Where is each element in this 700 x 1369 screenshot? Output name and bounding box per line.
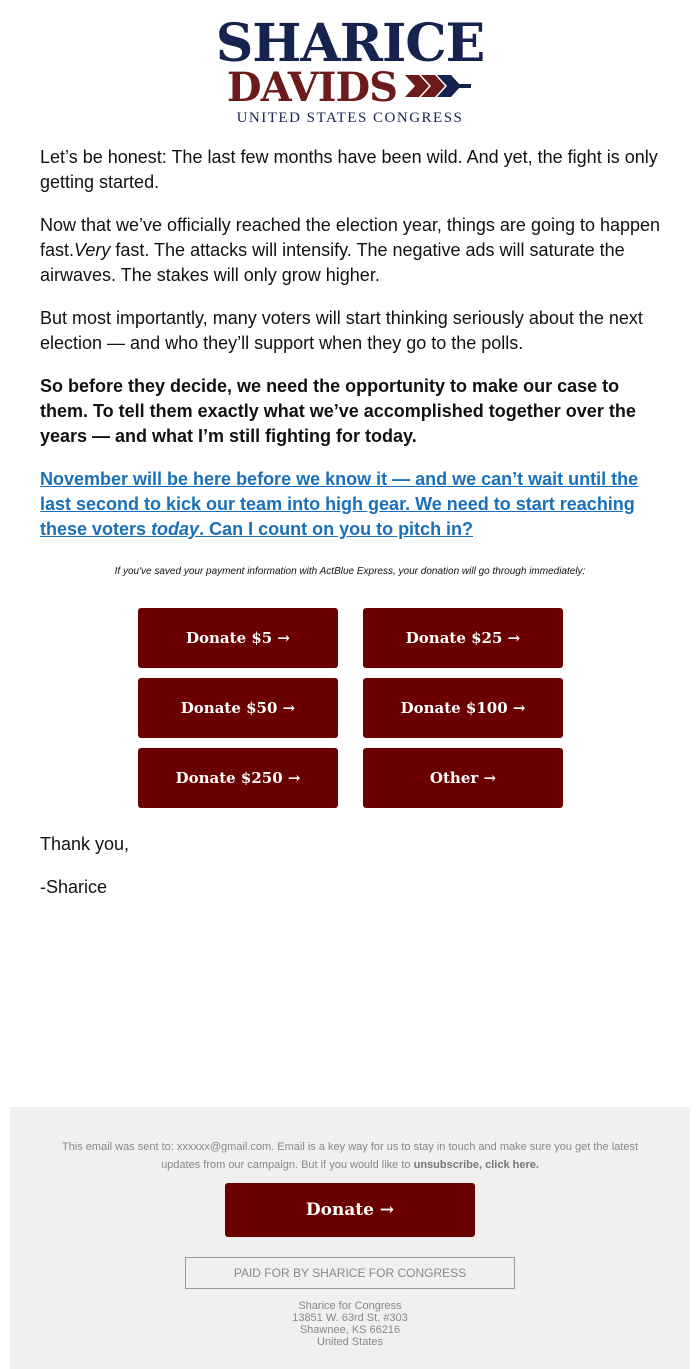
address-line: 13851 W. 63rd St. #303	[292, 1312, 408, 1324]
logo-first-name: SHARICE	[215, 13, 485, 74]
paid-for-disclaimer: PAID FOR BY SHARICE FOR CONGRESS	[185, 1257, 515, 1289]
donate-appeal-link[interactable]	[40, 469, 638, 539]
link-start: November will be here before we know it — and we can’t wait until the last second to kick our team into high gear. We need to start reaching these voters	[40, 469, 639, 539]
link-emphasis: today	[151, 519, 200, 539]
campaign-logo	[0, 13, 700, 127]
logo-last-name: DAVIDS	[226, 64, 398, 111]
logo-subtitle: UNITED STATES CONGRESS	[236, 110, 464, 126]
donate-5-button[interactable]: Donate $5 →	[138, 608, 338, 668]
paragraph-2-end: fast. The attacks will intensify. The negative ads will saturate the airwaves. The stakes will only grow higher.	[40, 240, 625, 285]
paragraph-2-emphasis: Very	[74, 240, 111, 260]
donate-25-button[interactable]: Donate $25 →	[363, 608, 563, 668]
address-line: United States	[316, 1336, 384, 1348]
donate-link-paragraph	[40, 467, 665, 542]
actblue-express-note: If you've saved your payment information with ActBlue Express, your donation will go through immediately:	[114, 566, 586, 577]
paragraph-2	[40, 213, 665, 288]
footer-note-text: This email was sent to: xxxxxx@gmail.com. Email is a key way for us to stay in touch and make sure you get the latest updates from our campaign. But if you would like to	[61, 1141, 639, 1171]
footer-donate-button[interactable]: Donate →	[225, 1183, 475, 1237]
address-line: Sharice for Congress	[298, 1300, 402, 1312]
paragraph-4: So before they decide, we need the opportunity to make our case to them. To tell them exactly what we’ve accomplished together over the years — and what I’m still fighting for today.	[40, 376, 636, 446]
signature: -Sharice	[40, 877, 108, 897]
link-end: . Can I count on you to pitch in?	[199, 519, 474, 539]
donate-250-button[interactable]: Donate $250 →	[138, 748, 338, 808]
paragraph-3: But most importantly, many voters will start thinking seriously about the next election — and who they’ll support when they go to the polls.	[40, 308, 643, 353]
thank-you-text: Thank you,	[40, 834, 130, 854]
address-line: Shawnee, KS 66216	[299, 1324, 401, 1336]
paragraph-2-start: Now that we’ve officially reached the election year, things are going to happen fast.	[40, 215, 661, 260]
unsubscribe-link[interactable]: unsubscribe, click here.	[413, 1159, 539, 1171]
email-footer	[10, 1107, 690, 1369]
donate-100-button[interactable]: Donate $100 →	[363, 678, 563, 738]
signoff	[40, 832, 129, 918]
footer-note	[50, 1138, 650, 1174]
chevron-arrow-icon	[405, 73, 473, 104]
donate-other-button[interactable]: Other →	[363, 748, 563, 808]
email-body	[40, 145, 665, 560]
paragraph-1: Let’s be honest: The last few months have been wild. And yet, the fight is only getting started.	[40, 147, 658, 192]
donate-button-grid	[138, 608, 563, 808]
mailing-address	[10, 1300, 690, 1348]
donate-50-button[interactable]: Donate $50 →	[138, 678, 338, 738]
